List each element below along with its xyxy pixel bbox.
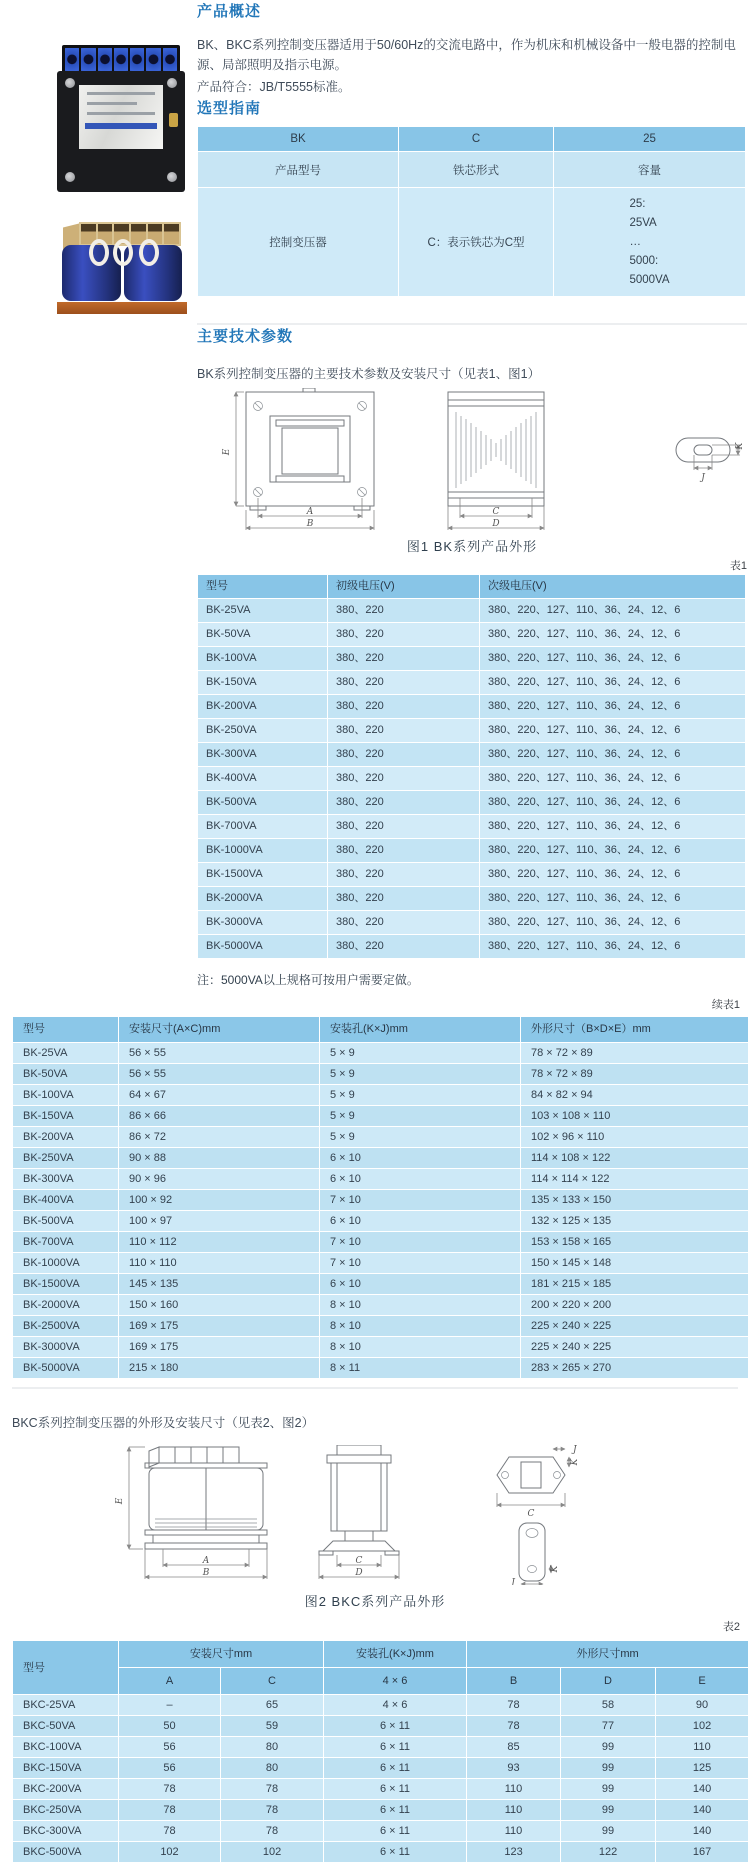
col-model: 型号 <box>198 575 328 599</box>
mount-hole-cell: 8 × 10 <box>320 1316 521 1337</box>
primary-voltage-cell: 380、220 <box>328 767 480 791</box>
model-cell: BK-5000VA <box>13 1358 119 1379</box>
outline-size-cell: 225 × 240 × 225 <box>521 1337 749 1358</box>
mount-c-cell: 78 <box>221 1779 324 1800</box>
dim-label-k: K <box>570 1458 580 1466</box>
table-row <box>13 1758 749 1779</box>
table-row <box>13 1800 749 1821</box>
secondary-voltage-cell: 380、220、127、110、36、24、12、6 <box>480 647 746 671</box>
dim-label-a: A <box>202 1556 210 1566</box>
mount-hole-cell: 8 × 11 <box>320 1358 521 1379</box>
table-row <box>198 935 746 959</box>
primary-voltage-cell: 380、220 <box>328 887 480 911</box>
secondary-voltage-cell: 380、220、127、110、36、24、12、6 <box>480 743 746 767</box>
outline-b-cell: 78 <box>467 1695 561 1716</box>
primary-voltage-cell: 380、220 <box>328 599 480 623</box>
model-cell: BK-150VA <box>13 1106 119 1127</box>
col-mount-size: 安装尺寸(A×C)mm <box>119 1017 320 1043</box>
model-cell: BKC-50VA <box>13 1716 119 1737</box>
mount-hole-cell: 6 × 11 <box>324 1779 467 1800</box>
model-cell: BK-1000VA <box>13 1253 119 1274</box>
secondary-voltage-cell: 380、220、127、110、36、24、12、6 <box>480 719 746 743</box>
model-cell: BK-1500VA <box>198 863 328 887</box>
mount-a-cell: – <box>119 1695 221 1716</box>
outline-size-cell: 132 × 125 × 135 <box>521 1211 749 1232</box>
outline-d-cell: 99 <box>561 1800 656 1821</box>
mount-size-cell: 86 × 72 <box>119 1127 320 1148</box>
model-cell: BKC-200VA <box>13 1779 119 1800</box>
outline-size-cell: 102 × 96 × 110 <box>521 1127 749 1148</box>
bk-dimensions-table <box>12 1016 749 1379</box>
figure2 <box>0 1445 750 1610</box>
table-row <box>13 1337 749 1358</box>
outline-d-cell: 122 <box>561 1842 656 1863</box>
mount-hole-cell: 7 × 10 <box>320 1232 521 1253</box>
col-model: 型号 <box>13 1017 119 1043</box>
table-row <box>13 1148 749 1169</box>
table-row <box>198 623 746 647</box>
secondary-voltage-cell: 380、220、127、110、36、24、12、6 <box>480 911 746 935</box>
model-cell: BK-500VA <box>198 791 328 815</box>
secondary-voltage-cell: 380、220、127、110、36、24、12、6 <box>480 695 746 719</box>
outline-size-cell: 114 × 108 × 122 <box>521 1148 749 1169</box>
model-cell: BK-300VA <box>13 1169 119 1190</box>
dim-label-b: B <box>306 519 314 529</box>
table-row <box>13 1821 749 1842</box>
table-row <box>198 671 746 695</box>
model-cell: BK-200VA <box>13 1127 119 1148</box>
section-divider <box>12 1387 738 1389</box>
outline-size-cell: 181 × 215 × 185 <box>521 1274 749 1295</box>
mount-c-cell: 78 <box>221 1821 324 1842</box>
figure1-bk-outline-drawing <box>198 388 746 530</box>
primary-voltage-cell: 380、220 <box>328 911 480 935</box>
outline-size-cell: 200 × 220 × 200 <box>521 1295 749 1316</box>
table-row <box>13 1737 749 1758</box>
dim-label-c: C <box>355 1556 363 1566</box>
model-cell: BK-2000VA <box>13 1295 119 1316</box>
mount-size-cell: 100 × 92 <box>119 1190 320 1211</box>
outline-e-cell: 110 <box>656 1737 749 1758</box>
content-column <box>197 0 750 988</box>
outline-d-cell: 99 <box>561 1821 656 1842</box>
code-25: 25 <box>554 127 746 152</box>
mount-hole-cell: 6 × 11 <box>324 1842 467 1863</box>
model-cell: BK-700VA <box>13 1232 119 1253</box>
model-cell: BK-25VA <box>198 599 328 623</box>
custom-order-note: 注：5000VA以上规格可按用户需要定做。 <box>197 973 419 987</box>
mount-size-cell: 64 × 67 <box>119 1085 320 1106</box>
table-row <box>13 1232 749 1253</box>
bk-transformer-photo <box>57 45 185 192</box>
figure2-bkc-outline-drawing <box>101 1445 649 1585</box>
capacity-range: 25: 25VA … 5000: 5000VA <box>629 197 670 286</box>
primary-voltage-cell: 380、220 <box>328 815 480 839</box>
mount-hole-cell: 7 × 10 <box>320 1253 521 1274</box>
secondary-voltage-cell: 380、220、127、110、36、24、12、6 <box>480 935 746 959</box>
model-cell: BKC-150VA <box>13 1758 119 1779</box>
mount-hole-cell: 5 × 9 <box>320 1064 521 1085</box>
figure2-caption: 图2 BKC系列产品外形 <box>304 1594 446 1609</box>
screw-icon <box>167 78 177 88</box>
outline-size-cell: 283 × 265 × 270 <box>521 1358 749 1379</box>
table-row <box>198 743 746 767</box>
mount-size-cell: 86 × 66 <box>119 1106 320 1127</box>
selection-guide-table <box>197 126 746 297</box>
model-cell: BK-50VA <box>13 1064 119 1085</box>
mount-size-cell: 100 × 97 <box>119 1211 320 1232</box>
bk-dimension-rows <box>13 1043 749 1379</box>
outline-size-cell: 84 × 82 × 94 <box>521 1085 749 1106</box>
outline-b-cell: 110 <box>467 1779 561 1800</box>
outline-b-cell: 78 <box>467 1716 561 1737</box>
table-row <box>13 1716 749 1737</box>
bkc-dimension-rows <box>13 1695 749 1863</box>
tech-params-heading: 主要技术参数 <box>197 328 294 345</box>
mount-size-cell: 90 × 96 <box>119 1169 320 1190</box>
secondary-voltage-cell: 380、220、127、110、36、24、12、6 <box>480 671 746 695</box>
dim-label-a: A <box>306 507 314 517</box>
screw-icon <box>167 172 177 182</box>
mount-size-cell: 110 × 112 <box>119 1232 320 1253</box>
model-cell: BKC-500VA <box>13 1842 119 1863</box>
secondary-voltage-cell: 380、220、127、110、36、24、12、6 <box>480 887 746 911</box>
figure1-caption: 图1 BK系列产品外形 <box>406 539 538 554</box>
model-cell: BK-200VA <box>198 695 328 719</box>
outline-e-cell: 125 <box>656 1758 749 1779</box>
wire-loop <box>139 239 159 266</box>
dim-label-c: C <box>492 507 500 517</box>
model-cell: BK-3000VA <box>13 1337 119 1358</box>
mount-hole-cell: 6 × 11 <box>324 1716 467 1737</box>
table-row <box>198 815 746 839</box>
col-secondary-voltage: 次级电压(V) <box>480 575 746 599</box>
dim-label-j: J <box>701 473 705 483</box>
mount-a-cell: 102 <box>119 1842 221 1863</box>
outline-size-cell: 114 × 114 × 122 <box>521 1169 749 1190</box>
model-cell: BK-500VA <box>13 1211 119 1232</box>
overview-heading: 产品概述 <box>197 3 262 20</box>
model-cell: BK-150VA <box>198 671 328 695</box>
outline-b-cell: 110 <box>467 1800 561 1821</box>
table-row <box>13 1190 749 1211</box>
dim-label-k: K <box>550 1565 560 1573</box>
mount-hole-cell: 6 × 10 <box>320 1211 521 1232</box>
sub-col-e: E <box>656 1668 749 1695</box>
outline-size-cell: 135 × 133 × 150 <box>521 1190 749 1211</box>
bk-intro-text: BK系列控制变压器的主要技术参数及安装尺寸（见表1、图1） <box>197 367 541 381</box>
mount-a-cell: 78 <box>119 1821 221 1842</box>
model-cell: BK-100VA <box>13 1085 119 1106</box>
mount-a-cell: 50 <box>119 1716 221 1737</box>
outline-size-cell: 78 × 72 × 89 <box>521 1064 749 1085</box>
col-mount-hole: 安装孔(K×J)mm <box>320 1017 521 1043</box>
standard-paragraph: 产品符合：JB/T5555标准。 <box>197 80 351 94</box>
table-row <box>13 1211 749 1232</box>
mount-size-cell: 169 × 175 <box>119 1337 320 1358</box>
model-cell: BK-25VA <box>13 1043 119 1064</box>
secondary-voltage-cell: 380、220、127、110、36、24、12、6 <box>480 599 746 623</box>
bkc-dimensions-table <box>12 1640 749 1863</box>
secondary-voltage-cell: 380、220、127、110、36、24、12、6 <box>480 839 746 863</box>
code-c: C <box>399 127 554 152</box>
table-row <box>198 887 746 911</box>
mount-hole-cell: 5 × 9 <box>320 1106 521 1127</box>
table2-tag: 表2 <box>722 1621 740 1633</box>
table-row <box>198 599 746 623</box>
mount-hole-cell: 5 × 9 <box>320 1043 521 1064</box>
model-cell: BK-3000VA <box>198 911 328 935</box>
mount-hole-cell: 6 × 10 <box>320 1274 521 1295</box>
secondary-voltage-cell: 380、220、127、110、36、24、12、6 <box>480 623 746 647</box>
outline-d-cell: 99 <box>561 1779 656 1800</box>
outline-e-cell: 140 <box>656 1800 749 1821</box>
label-core: 铁芯形式 <box>399 152 554 188</box>
model-cell: BKC-25VA <box>13 1695 119 1716</box>
primary-voltage-cell: 380、220 <box>328 719 480 743</box>
mount-hole-cell: 4 × 6 <box>324 1695 467 1716</box>
model-cell: BK-700VA <box>198 815 328 839</box>
mount-hole-cell: 5 × 9 <box>320 1127 521 1148</box>
group-outline-size: 外形尺寸mm <box>467 1641 749 1668</box>
primary-voltage-cell: 380、220 <box>328 935 480 959</box>
primary-voltage-cell: 380、220 <box>328 743 480 767</box>
mount-c-cell: 65 <box>221 1695 324 1716</box>
outline-e-cell: 102 <box>656 1716 749 1737</box>
secondary-voltage-cell: 380、220、127、110、36、24、12、6 <box>480 863 746 887</box>
model-cell: BK-250VA <box>13 1148 119 1169</box>
secondary-voltage-cell: 380、220、127、110、36、24、12、6 <box>480 791 746 815</box>
outline-size-cell: 225 × 240 × 225 <box>521 1316 749 1337</box>
bk-voltage-rows <box>198 599 746 959</box>
mount-hole-cell: 8 × 10 <box>320 1337 521 1358</box>
col-primary-voltage: 初级电压(V) <box>328 575 480 599</box>
outline-e-cell: 167 <box>656 1842 749 1863</box>
table-row <box>13 1295 749 1316</box>
outline-e-cell: 140 <box>656 1821 749 1842</box>
dim-label-e: E <box>222 448 232 456</box>
primary-voltage-cell: 380、220 <box>328 695 480 719</box>
primary-voltage-cell: 380、220 <box>328 863 480 887</box>
primary-voltage-cell: 380、220 <box>328 623 480 647</box>
table-row <box>13 1169 749 1190</box>
screw-icon <box>65 78 75 88</box>
outline-d-cell: 99 <box>561 1737 656 1758</box>
mount-hole-cell: 6 × 10 <box>320 1169 521 1190</box>
mount-size-cell: 110 × 110 <box>119 1253 320 1274</box>
mount-hole-cell: 6 × 11 <box>324 1737 467 1758</box>
table-row <box>13 1085 749 1106</box>
mount-a-cell: 78 <box>119 1779 221 1800</box>
dim-label-j: J <box>511 1578 515 1585</box>
table1b-tag: 续表1 <box>711 999 740 1011</box>
wire-loop <box>89 239 109 266</box>
secondary-voltage-cell: 380、220、127、110、36、24、12、6 <box>480 767 746 791</box>
model-cell: BK-400VA <box>198 767 328 791</box>
table-row <box>13 1779 749 1800</box>
model-cell: BK-300VA <box>198 743 328 767</box>
table-row <box>198 839 746 863</box>
table-row <box>13 1316 749 1337</box>
desc-product: 控制变压器 <box>198 188 399 297</box>
desc-core: C：表示铁芯为C型 <box>399 188 554 297</box>
sub-col-c: C <box>221 1668 324 1695</box>
table1-tag: 表1 <box>729 560 747 572</box>
primary-voltage-cell: 380、220 <box>328 791 480 815</box>
model-cell: BK-400VA <box>13 1190 119 1211</box>
outline-b-cell: 110 <box>467 1821 561 1842</box>
table-row <box>198 911 746 935</box>
col-model: 型号 <box>13 1641 119 1695</box>
mount-size-cell: 215 × 180 <box>119 1358 320 1379</box>
mount-size-cell: 90 × 88 <box>119 1148 320 1169</box>
table-row <box>13 1127 749 1148</box>
model-cell: BKC-250VA <box>13 1800 119 1821</box>
mount-a-cell: 56 <box>119 1758 221 1779</box>
sub-col-hole: 4 × 6 <box>324 1668 467 1695</box>
outline-e-cell: 90 <box>656 1695 749 1716</box>
model-cell: BK-50VA <box>198 623 328 647</box>
outline-e-cell: 140 <box>656 1779 749 1800</box>
table-row <box>13 1842 749 1863</box>
mount-size-cell: 56 × 55 <box>119 1064 320 1085</box>
table-row <box>13 1358 749 1379</box>
model-cell: BKC-300VA <box>13 1821 119 1842</box>
table-row <box>13 1253 749 1274</box>
model-cell: BK-100VA <box>198 647 328 671</box>
model-cell: BK-5000VA <box>198 935 328 959</box>
outline-size-cell: 153 × 158 × 165 <box>521 1232 749 1253</box>
table-row <box>13 1064 749 1085</box>
code-bk: BK <box>198 127 399 152</box>
mount-size-cell: 56 × 55 <box>119 1043 320 1064</box>
sub-col-d: D <box>561 1668 656 1695</box>
group-mount-size: 安装尺寸mm <box>119 1641 324 1668</box>
outline-size-cell: 150 × 145 × 148 <box>521 1253 749 1274</box>
bkc-transformer-photo <box>57 222 187 314</box>
model-cell: BK-250VA <box>198 719 328 743</box>
outline-b-cell: 85 <box>467 1737 561 1758</box>
outline-d-cell: 77 <box>561 1716 656 1737</box>
mount-c-cell: 80 <box>221 1737 324 1758</box>
col-outline-size: 外形尺寸（B×D×E）mm <box>521 1017 749 1043</box>
table-row <box>198 695 746 719</box>
bk-voltage-table <box>197 574 746 959</box>
mount-size-cell: 145 × 135 <box>119 1274 320 1295</box>
figure1 <box>197 388 747 555</box>
outline-b-cell: 123 <box>467 1842 561 1863</box>
base-plate <box>57 302 187 314</box>
mount-size-cell: 169 × 175 <box>119 1316 320 1337</box>
table-row <box>198 719 746 743</box>
mount-hole-cell: 6 × 11 <box>324 1821 467 1842</box>
wire-loop <box>113 239 133 266</box>
mount-c-cell: 59 <box>221 1716 324 1737</box>
mount-hole-cell: 7 × 10 <box>320 1190 521 1211</box>
model-cell: BKC-100VA <box>13 1737 119 1758</box>
mount-c-cell: 78 <box>221 1800 324 1821</box>
dim-label-b: B <box>202 1568 210 1578</box>
mount-hole-cell: 6 × 10 <box>320 1148 521 1169</box>
mount-hole-cell: 6 × 11 <box>324 1800 467 1821</box>
mount-c-cell: 80 <box>221 1758 324 1779</box>
primary-voltage-cell: 380、220 <box>328 839 480 863</box>
outline-b-cell: 93 <box>467 1758 561 1779</box>
table-row <box>198 863 746 887</box>
dim-label-c: C <box>527 1509 535 1519</box>
table-row <box>13 1695 749 1716</box>
outline-size-cell: 78 × 72 × 89 <box>521 1043 749 1064</box>
outline-d-cell: 58 <box>561 1695 656 1716</box>
overview-paragraph: BK、BKC系列控制变压器适用于50/60Hz的交流电路中，作为机床和机械设备中一般电器的控制电源、局部照明及指示电源。 <box>197 38 736 72</box>
side-terminal <box>169 113 178 127</box>
table-row <box>198 767 746 791</box>
dim-label-j: J <box>573 1445 577 1455</box>
desc-capacity <box>554 188 746 297</box>
model-cell: BK-1000VA <box>198 839 328 863</box>
dim-label-d: D <box>492 519 500 529</box>
dim-label-e: E <box>115 1497 125 1505</box>
dim-label-d: D <box>355 1568 363 1578</box>
primary-voltage-cell: 380、220 <box>328 647 480 671</box>
mount-size-cell: 150 × 160 <box>119 1295 320 1316</box>
label-capacity: 容量 <box>554 152 746 188</box>
secondary-voltage-cell: 380、220、127、110、36、24、12、6 <box>480 815 746 839</box>
mount-hole-cell: 6 × 11 <box>324 1758 467 1779</box>
label-model: 产品型号 <box>198 152 399 188</box>
table-row <box>13 1043 749 1064</box>
outline-size-cell: 103 × 108 × 110 <box>521 1106 749 1127</box>
selection-heading: 选型指南 <box>197 100 262 117</box>
mount-hole-cell: 8 × 10 <box>320 1295 521 1316</box>
sub-col-a: A <box>119 1668 221 1695</box>
model-cell: BK-2000VA <box>198 887 328 911</box>
bkc-intro-text: BKC系列控制变压器的外形及安装尺寸（见表2、图2） <box>12 1416 315 1430</box>
mount-hole-cell: 5 × 9 <box>320 1085 521 1106</box>
nameplate-label <box>79 85 163 149</box>
table-row <box>13 1274 749 1295</box>
table-row <box>198 647 746 671</box>
group-mount-hole: 安装孔(K×J)mm <box>324 1641 467 1668</box>
model-cell: BK-2500VA <box>13 1316 119 1337</box>
table-row <box>198 791 746 815</box>
model-cell: BK-1500VA <box>13 1274 119 1295</box>
photo-column <box>0 0 197 988</box>
dim-label-k: K <box>735 442 745 450</box>
mount-a-cell: 56 <box>119 1737 221 1758</box>
mount-a-cell: 78 <box>119 1800 221 1821</box>
screw-icon <box>65 172 75 182</box>
outline-d-cell: 99 <box>561 1758 656 1779</box>
sub-col-b: B <box>467 1668 561 1695</box>
table-row <box>13 1106 749 1127</box>
primary-voltage-cell: 380、220 <box>328 671 480 695</box>
mount-c-cell: 102 <box>221 1842 324 1863</box>
